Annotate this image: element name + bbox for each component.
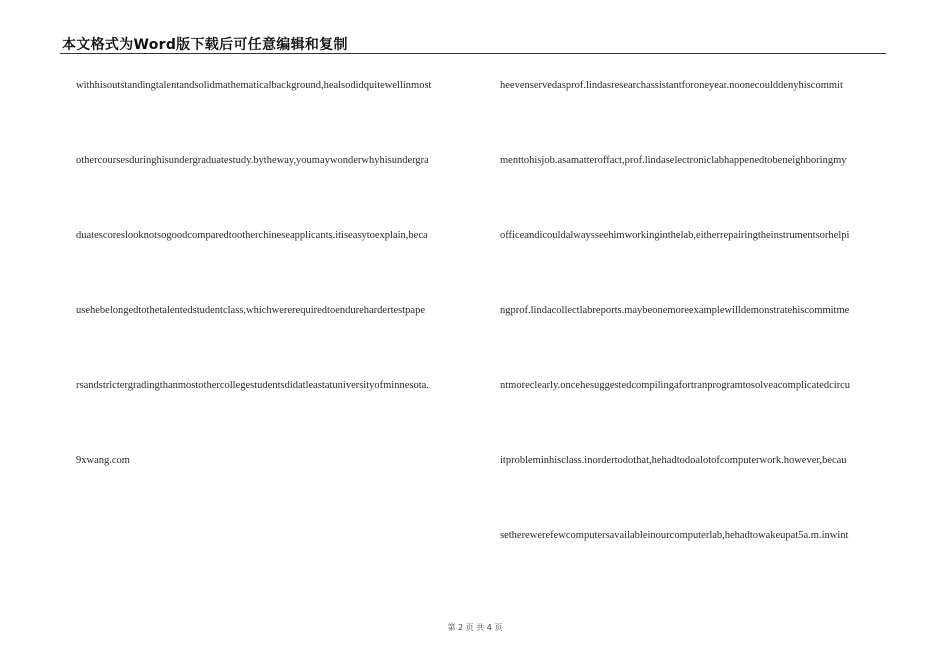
- text-line: rsandstrictergradingthanmostothercollegestudentsdidatleastatuniversityofminnesota.: [76, 380, 429, 391]
- page-number-footer: 第 2 页 共 4 页: [447, 623, 503, 632]
- text-line: ntmoreclearly.oncehesuggestedcompilingafortranprogramtosolveacomplicatedcircu: [500, 380, 851, 391]
- text-line: duatescoreslooknotsogoodcomparedtootherchineseapplicants.itiseasytoexplain,beca: [76, 230, 428, 241]
- text-line: heevenservedasprof.lindasresearchassistantforoneyear.noonecoulddenyhiscommit: [500, 80, 843, 91]
- text-line: setherewerefewcomputersavailableinourcomputerlab,hehadtowakeupat5a.m.inwint: [500, 530, 849, 541]
- text-line: itprobleminhisclass.inordertodothat,hehadtodoalotofcomputerwork.however,becau: [500, 455, 847, 466]
- text-line: officeandicouldalwaysseehimworkinginthelab,eitherrepairingtheinstrumentsorhelpi: [500, 230, 850, 241]
- text-line: 9xwang.com: [76, 455, 130, 466]
- text-line: othercoursesduringhisundergraduatestudy.bytheway,youmaywonderwhyhisundergra: [76, 155, 429, 166]
- text-line: menttohisjob.asamatteroffact,prof.lindaselectroniclabhappenedtobeneighboringmy: [500, 155, 847, 166]
- text-line: usehebelongedtothetalentedstudentclass,whichwererequiredtoendurehardertestpape: [76, 305, 425, 316]
- text-line: ngprof.lindacollectlabreports.maybeonemoreexamplewilldemonstratehiscommitme: [500, 305, 850, 316]
- text-line: withhisoutstandingtalentandsolidmathematicalbackground,healsodidquitewellinmost: [76, 80, 432, 91]
- header-divider: [60, 53, 886, 54]
- document-header-title: 本文格式为Word版下载后可任意编辑和复制: [62, 37, 348, 53]
